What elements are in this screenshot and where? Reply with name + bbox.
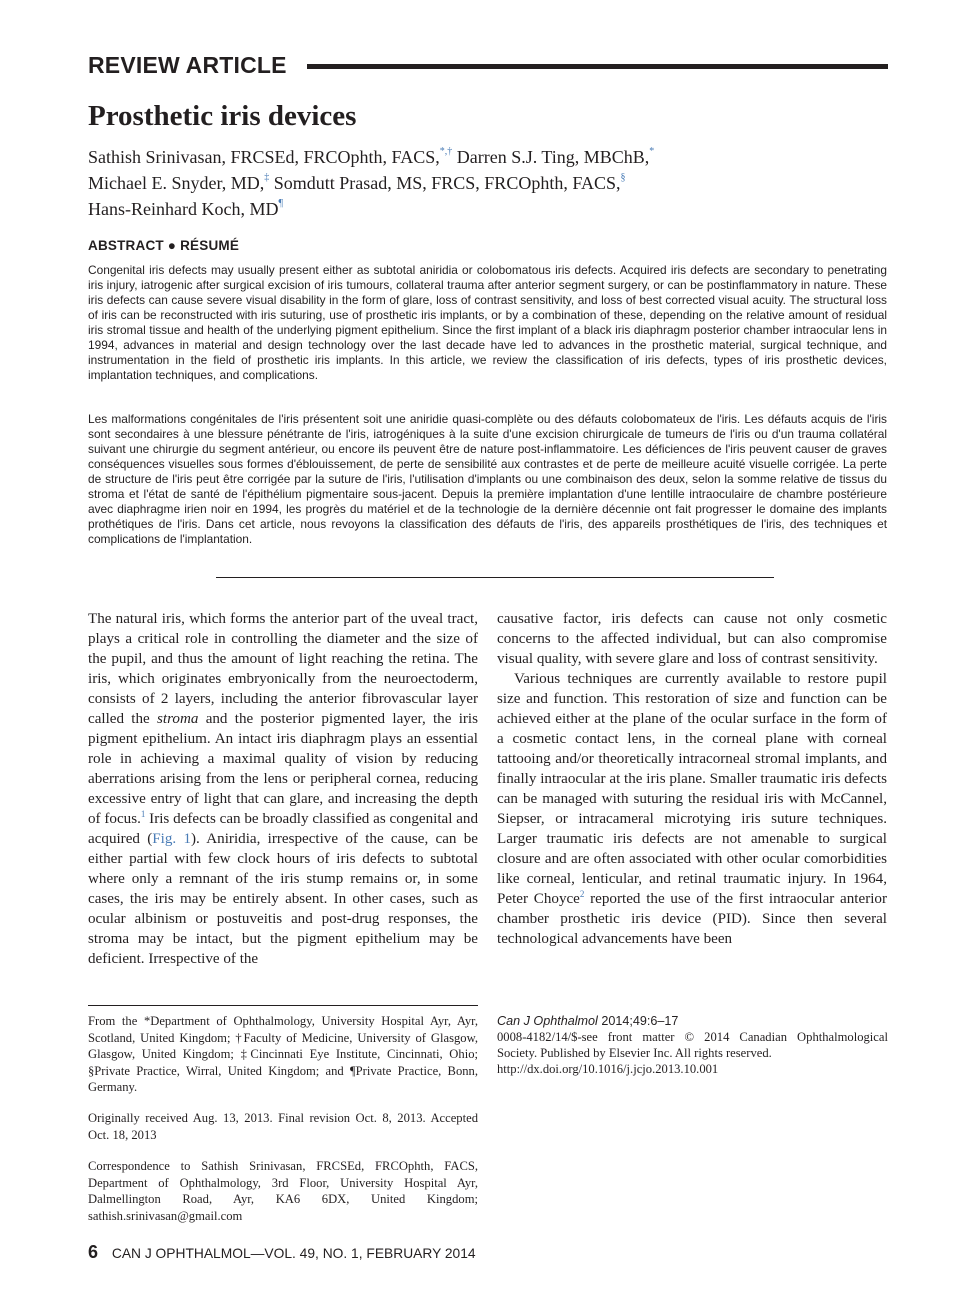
author-list — [88, 144, 888, 222]
abstract-heading — [88, 238, 239, 253]
emphasis-term: stroma — [157, 711, 199, 727]
abstract-heading-english: ABSTRACT — [88, 238, 164, 253]
affiliation-link[interactable]: ¶ — [278, 198, 283, 209]
figure-link[interactable]: Fig. 1 — [152, 831, 192, 847]
abstract-french: Les malformations congénitales de l'iris présentent soit une aniridie quasi-complète ou des défauts colobomateux de l'iris. Les défauts acquis de l'iris sont secondaires à une blessure pénétrante de l'iris, iatrogéniques à la suite d'une excision chirurgicale de tumeurs de l'iris ou d'un trauma collatéral suivant une chirurgie du segment antérieur, ou encore ils peuvent être de nature post-inflammatoire. Les déficiences de l'iris peuvent causer de graves conséquences visuelles sous formes d'éblouissement, de perte de sensibilité aux contrastes et de perte de meilleure acuité visuelle corrigée. La perte de structure de l'iris peut être corrigée par la suture de l'iris, l'utilisation d'implants ou une combinaison des deux, selon la somme relative de tissus du stroma et l'état de santé de l'épithélium pigmentaire sous-jacent. Depuis la première implantation d'une lentille intraoculaire de chambre postérieure avec diaphragme irien noir en 1994, les progrès du matériel et de la technologie de la dernière décennie ont fait progresser le domaine des implants prothétiques de l'iris. Dans cet article, nous revoyons la classification des défauts de l'iris, des appareils prosthétiques de l'iris, des techniques et complications de l'implantation. — [88, 412, 887, 546]
correspondence-note: Correspondence to Sathish Srinivasan, FRCSEd, FRCOphth, FACS, Department of Ophthalmology, 3rd Floor, University Hospital Ayr, Dalmellington Road, Ayr, KA6 6DX, United Kingdom; sathish.srinivasan@gmail.com — [88, 1159, 478, 1223]
publication-info — [497, 1013, 888, 1077]
abstract-divider — [216, 577, 774, 578]
body-paragraph — [497, 669, 887, 949]
author-name: Darren S.J. Ting, MBChB, — [456, 147, 650, 167]
affiliation-link[interactable]: *,† — [439, 146, 453, 157]
copyright-notice: 0008-4182/14/$-see front matter © 2014 Canadian Ophthalmological Society. Published by Elsevier Inc. All rights reserved. — [497, 1030, 888, 1060]
bullet-icon: ● — [167, 238, 177, 253]
journal-volume: 2014;49:6–17 — [601, 1014, 679, 1028]
body-paragraph — [88, 609, 478, 969]
author-name: Somdutt Prasad, MS, FRCS, FRCOphth, FACS, — [273, 173, 621, 193]
header-rule — [307, 64, 888, 69]
footnote-rule — [88, 1005, 478, 1006]
body-paragraph: causative factor, iris defects can cause not only cosmetic concerns to the affected individual, but can also compromise visual quality, with severe glare and loss of contrast sensitivity. — [497, 611, 887, 667]
journal-citation — [497, 1013, 888, 1029]
body-text: The natural iris, which forms the anterior part of the uveal tract, plays a critical role in controlling the diameter and the size of the pupil, and thus the amount of light reaching the retina. The iris, which originates embryonically from the neuroectoderm, consists of 2 layers, including the anterior fibrovascular layer called the — [88, 611, 478, 727]
article-title: Prosthetic iris devices — [88, 100, 357, 132]
affiliation-link[interactable]: ‡ — [264, 172, 270, 183]
author-name: Michael E. Snyder, MD, — [88, 173, 265, 193]
author-name: Sathish Srinivasan, FRCSEd, FRCOphth, FACS, — [88, 147, 440, 167]
received-dates-note: Originally received Aug. 13, 2013. Final revision Oct. 8, 2013. Accepted Oct. 18, 2013 — [88, 1111, 478, 1142]
page-number: 6 — [88, 1242, 99, 1262]
section-header — [88, 50, 888, 80]
running-footer: CAN J OPHTHALMOL—VOL. 49, NO. 1, FEBRUARY 2014 — [111, 1246, 476, 1261]
author-name: Hans-Reinhard Koch, MD — [88, 199, 279, 219]
body-text: Iris defects can be broadly classified as congenital and acquired ( — [88, 811, 478, 847]
abstract-english: Congenital iris defects may usually present either as subtotal aniridia or colobomatous iris defects. Acquired iris defects are secondary to penetrating iris injury, iatrogenic after surgical excision of iris tumours, collateral trauma after anterior segment surgery, or can be postinflammatory in nature. These iris defects can cause severe visual disability in the form of glare, loss of contrast sensitivity, and loss of best corrected visual acuity. The structural loss of iris can be reconstructed with iris suturing, use of prosthetic iris implants, or by a combination of these, depending on the relative amount of residual iris stromal tissue and health of the underlying pigment epithelium. Since the first implant of a black iris diaphragm posterior chamber intraocular lens in 1994, advances in material and design technology over the last decade have led to advances in the prosthetic material, surgical technique, and instrumentation in the field of prosthetic iris implants. In this article, we review the classification of iris defects, types of iris prosthetic devices, implantation techniques, and complications. — [88, 263, 887, 382]
affiliation-link[interactable]: § — [620, 172, 626, 183]
journal-name: Can J Ophthalmol — [497, 1014, 598, 1028]
body-text: Various techniques are currently available to restore pupil size and function. This restoration of size and function can be achieved either at the plane of the ocular surface in the form of a cosmetic contact lens, in the corneal plane with corneal tattooing and/or theoretically intracorneal stromal implants, and finally intraocular at the iris plane. Smaller traumatic iris defects can be managed with suturing the residual iris with McCannel, Siepser, or intracameral microtying iris suture techniques. Larger traumatic iris defects are not amenable to surgical closure and are often associated with other ocular comorbidities like corneal, lenticular, and retinal traumatic injury. In 1964, Peter Choyce — [497, 671, 887, 907]
doi-link[interactable]: http://dx.doi.org/10.1016/j.jcjo.2013.10.001 — [497, 1062, 719, 1076]
affiliation-link[interactable]: * — [649, 146, 655, 157]
abstract-heading-french: RÉSUMÉ — [180, 238, 240, 253]
affiliations-note: From the *Department of Ophthalmology, University Hospital Ayr, Ayr, Scotland, United Kingdom; †Faculty of Medicine, University of Glasgow, Glasgow, United Kingdom; ‡Cincinnati Eye Institute, Cincinnati, Ohio; §Private Practice, Wirral, United Kingdom; and ¶Private Practice, Bonn, Germany. — [88, 1014, 478, 1094]
body-text: reported the use of the first intraocular anterior chamber prosthetic iris device (PID). Since then several technological advancements have been — [497, 891, 887, 947]
body-column-right — [497, 609, 887, 949]
reference-link[interactable]: 2 — [579, 889, 585, 899]
body-text: ). Aniridia, irrespective of the cause, can be either partial with few clock hours of iris defects to subtotal where only a remnant of the iris stump remains or, in some cases, the iris may be entirely absent. In other cases, such as ocular albinism or postuveitis and post-drug responses, the stroma may be intact, but the pigment epithelium may be deficient. Irrespective of the — [88, 831, 478, 967]
reference-link[interactable]: 1 — [140, 809, 146, 819]
body-column-left — [88, 609, 478, 969]
body-text: and the posterior pigmented layer, the iris pigment epithelium. An intact iris diaphragm plays an essential role in achieving a maximal quality of vision by reducing aberrations arising from the lens or peripheral cornea, reducing excessive entry of light that can glare, and increasing the depth of focus. — [88, 711, 478, 827]
page-footer — [88, 1242, 476, 1263]
section-label: REVIEW ARTICLE — [88, 51, 287, 78]
